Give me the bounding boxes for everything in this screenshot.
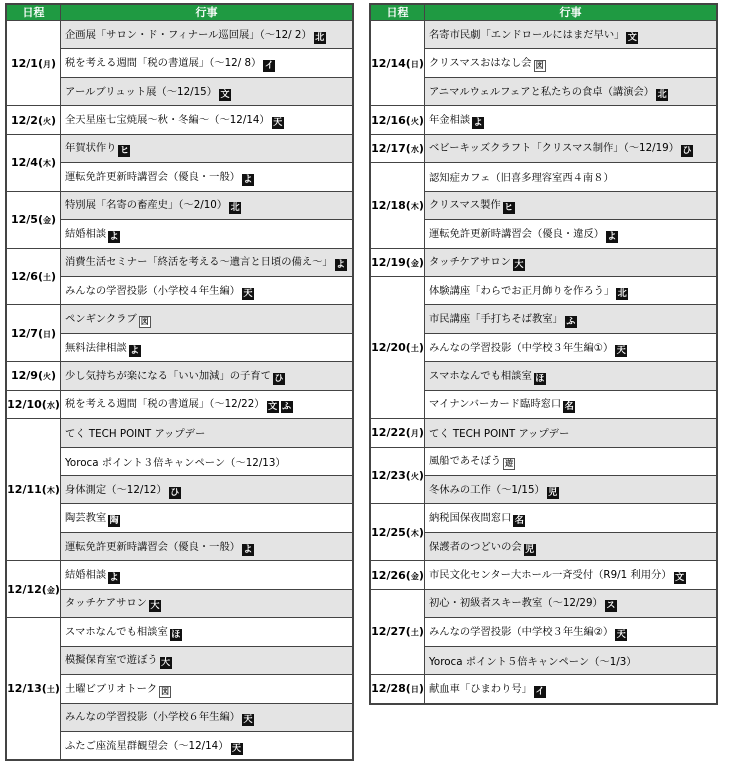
- event-cell: [425, 248, 717, 276]
- event-text: スマホなんでも相談室: [65, 625, 168, 638]
- venue-badge: 大: [150, 601, 160, 612]
- weekday-label: 火: [42, 116, 51, 126]
- venue-badge: 天: [232, 743, 242, 754]
- event-cell: [61, 419, 353, 447]
- event-cell: [425, 21, 717, 49]
- venue-badge: よ: [109, 231, 119, 242]
- event-cell: [425, 49, 717, 77]
- event-cell: [425, 390, 717, 418]
- header-date: 日程: [371, 5, 425, 21]
- weekday-label: 土: [410, 628, 419, 638]
- weekday-label: 土: [46, 685, 55, 695]
- date-label: 12/16: [371, 113, 406, 127]
- event-text: 年賀状作り: [65, 142, 117, 155]
- venue-badge: ひ: [682, 146, 692, 157]
- event-text: 結婚相談: [65, 569, 107, 582]
- venue-badge: よ: [130, 345, 140, 356]
- date-label: 12/18: [371, 198, 406, 212]
- event-cell: [61, 703, 353, 731]
- event-cell: [61, 220, 353, 248]
- event-cell: [425, 476, 717, 504]
- header-date: 日程: [7, 5, 61, 21]
- event-cell: [425, 163, 717, 191]
- venue-badge: よ: [109, 573, 119, 584]
- event-cell: [61, 333, 353, 361]
- event-text: 無料法律相談: [65, 341, 127, 354]
- venue-badge: 天: [243, 715, 253, 726]
- schedule-row: [371, 163, 717, 191]
- date-label: 12/2: [10, 113, 38, 127]
- schedule-row: [7, 248, 353, 276]
- date-cell: 12/26(金): [371, 561, 425, 589]
- venue-badge: 天: [616, 345, 626, 356]
- date-cell: 12/22(月): [371, 419, 425, 447]
- date-label: 12/23: [371, 469, 406, 482]
- schedule-row: [371, 561, 717, 589]
- schedule-row: [371, 106, 717, 134]
- schedule-row: [371, 504, 717, 532]
- event-cell: [61, 49, 353, 77]
- event-text: てく TECH POINT アップデー: [429, 428, 570, 441]
- schedule-row: [371, 134, 717, 162]
- venue-badge: ひ: [274, 373, 284, 384]
- event-text: 保護者のつどいの会: [429, 540, 522, 553]
- event-cell: [425, 333, 717, 361]
- date-cell: 12/11(木): [7, 419, 61, 561]
- date-label: 12/26: [371, 568, 406, 582]
- event-text: 税を考える週間「税の書道展」（～12/22）: [65, 398, 265, 411]
- event-text: 市民講座「手打ちそば教室」: [429, 313, 563, 326]
- schedule-row: [7, 134, 353, 162]
- venue-badge: 図: [140, 317, 149, 327]
- event-cell: [425, 561, 717, 589]
- header-row: [7, 5, 353, 21]
- venue-badge: 北: [315, 32, 325, 43]
- venue-badge: ほ: [535, 373, 545, 384]
- date-label: 12/5: [10, 213, 38, 227]
- schedule-row: [7, 21, 353, 49]
- venue-badge: イ: [264, 61, 274, 72]
- weekday-label: 日: [410, 59, 419, 69]
- schedule-row: [371, 675, 717, 703]
- event-cell: [61, 248, 353, 276]
- event-cell: [61, 390, 353, 418]
- event-text: 特別展「名寄の畜産史」（～2/10）: [65, 199, 228, 212]
- venue-badge: 文: [268, 402, 278, 413]
- weekday-label: 火: [410, 472, 419, 481]
- venue-badge: 文: [220, 89, 230, 100]
- event-cell: [425, 77, 717, 105]
- date-label: 12/12: [7, 582, 42, 596]
- date-cell: 12/9(火): [7, 362, 61, 390]
- venue-badge: 文: [627, 32, 637, 43]
- date-label: 12/25: [371, 525, 406, 539]
- weekday-label: 木: [410, 528, 419, 538]
- schedule-column-left: [5, 3, 354, 761]
- event-cell: [61, 305, 353, 333]
- date-label: 12/17: [371, 141, 406, 155]
- event-cell: [425, 106, 717, 134]
- venue-badge: 児: [548, 487, 558, 498]
- event-text: みんなの学習投影（中学校３年生編①）: [429, 341, 614, 354]
- event-cell: [425, 134, 717, 162]
- event-cell: [61, 675, 353, 703]
- venue-badge: 天: [243, 288, 253, 299]
- weekday-label: 金: [410, 258, 419, 268]
- date-label: 12/9: [10, 369, 38, 383]
- event-text: 市民文化センター大ホール一斉受付（R9/1 利用分）: [429, 569, 672, 582]
- venue-badge: 北: [230, 203, 240, 214]
- date-cell: 12/18(木): [371, 163, 425, 248]
- venue-badge: ヒ: [504, 203, 514, 214]
- venue-badge: 陶: [109, 516, 119, 527]
- date-label: 12/7: [10, 326, 38, 340]
- event-text: 運転免許更新時講習会（優良・違反）: [429, 227, 605, 240]
- venue-badge: よ: [243, 174, 253, 185]
- venue-badge: 北: [657, 89, 667, 100]
- weekday-label: 木: [410, 201, 419, 211]
- schedule-row: [7, 618, 353, 646]
- event-text: 初心・初級者スキー教室（～12/29）: [429, 597, 603, 610]
- event-cell: [61, 21, 353, 49]
- event-cell: [425, 419, 717, 447]
- weekday-label: 水: [410, 144, 419, 154]
- date-cell: 12/25(木): [371, 504, 425, 561]
- event-text: 体験講座「わらでお正月飾りを作ろう」: [429, 284, 615, 297]
- schedule-row: [371, 276, 717, 304]
- schedule-row: [7, 106, 353, 134]
- venue-badge: ほ: [171, 629, 181, 640]
- event-text: 土曜ビブリオトーク: [65, 682, 158, 695]
- event-cell: [61, 589, 353, 617]
- event-text: ベビーキッズクラフト「クリスマス制作」（～12/19）: [429, 142, 680, 155]
- event-cell: [61, 191, 353, 219]
- event-cell: [61, 476, 353, 504]
- weekday-label: 日: [42, 329, 51, 339]
- schedule-row: [371, 21, 717, 49]
- event-text: みんなの学習投影（中学校３年生編②）: [429, 625, 614, 638]
- event-text: 身体測定（～12/12）: [65, 483, 167, 496]
- schedule-row: [7, 191, 353, 219]
- venue-badge: 名: [514, 516, 524, 527]
- event-text: てく TECH POINT アップデー: [65, 428, 206, 441]
- venue-badge: 大: [161, 658, 171, 669]
- schedule-row: [7, 419, 353, 447]
- event-cell: [61, 77, 353, 105]
- date-label: 12/1: [10, 56, 38, 70]
- event-cell: [425, 675, 717, 703]
- event-cell: [61, 362, 353, 390]
- event-cell: [61, 731, 353, 759]
- date-label: 12/6: [10, 269, 38, 283]
- event-cell: [61, 134, 353, 162]
- venue-badge: よ: [607, 231, 617, 242]
- venue-badge: 大: [514, 260, 524, 271]
- schedule-row: [371, 447, 717, 475]
- date-label: 12/22: [371, 426, 406, 440]
- event-cell: [61, 561, 353, 589]
- event-text: 献血車「ひまわり号」: [429, 682, 532, 695]
- date-cell: 12/20(土): [371, 276, 425, 418]
- weekday-label: 日: [410, 685, 419, 695]
- event-cell: [425, 191, 717, 219]
- date-cell: 12/27(土): [371, 589, 425, 674]
- date-cell: 12/6(土): [7, 248, 61, 305]
- weekday-label: 金: [46, 585, 55, 595]
- venue-badge: 天: [616, 629, 626, 640]
- event-text: Yoroca ポイント５倍キャンペーン（～1/3）: [429, 655, 637, 668]
- event-text: タッチケアサロン: [65, 597, 147, 610]
- event-cell: [425, 504, 717, 532]
- venue-badge: 文: [675, 573, 685, 584]
- weekday-label: 土: [410, 344, 419, 354]
- event-text: 名寄市民劇「エンドロールにはまだ早い」: [429, 28, 625, 41]
- weekday-label: 月: [410, 429, 419, 439]
- date-label: 12/20: [371, 341, 406, 355]
- event-text: みんなの学習投影（小学校４年生編）: [65, 284, 241, 297]
- event-text: 年金相談: [429, 114, 471, 127]
- event-cell: [425, 589, 717, 617]
- event-text: アールブリュット展（～12/15）: [65, 85, 217, 98]
- date-cell: 12/4(木): [7, 134, 61, 191]
- event-text: みんなの学習投影（小学校６年生編）: [65, 711, 241, 724]
- header-row: [371, 5, 717, 21]
- event-cell: [425, 276, 717, 304]
- weekday-label: 水: [46, 400, 55, 410]
- weekday-label: 木: [42, 159, 51, 169]
- date-cell: 12/19(金): [371, 248, 425, 276]
- header-event: 行事: [61, 5, 353, 21]
- event-text: 冬休みの工作（～1/15）: [429, 483, 545, 496]
- date-cell: 12/12(金): [7, 561, 61, 618]
- venue-badge: 遊: [505, 459, 514, 469]
- event-cell: [425, 220, 717, 248]
- date-cell: 12/14(日): [371, 21, 425, 106]
- event-cell: [425, 362, 717, 390]
- event-cell: [425, 532, 717, 560]
- weekday-label: 火: [42, 372, 51, 382]
- venue-badge: よ: [336, 260, 346, 271]
- event-text: クリスマス製作: [429, 199, 501, 212]
- event-cell: [425, 305, 717, 333]
- event-text: 運転免許更新時講習会（優良・一般）: [65, 170, 241, 183]
- venue-badge: 児: [525, 544, 535, 555]
- date-label: 12/4: [10, 156, 38, 170]
- event-cell: [61, 532, 353, 560]
- event-cell: [61, 618, 353, 646]
- schedule-row: [371, 419, 717, 447]
- venue-badge: 天: [273, 118, 283, 129]
- date-cell: 12/10(水): [7, 390, 61, 418]
- date-label: 12/14: [371, 56, 406, 70]
- date-label: 12/13: [7, 682, 42, 696]
- event-cell: [61, 276, 353, 304]
- event-text: アニマルウェルフェアと私たちの食卓（講演会）: [429, 85, 655, 98]
- event-text: ふたご座流星群観望会（～12/14）: [65, 739, 229, 752]
- event-cell: [61, 646, 353, 674]
- venue-badge: 図: [535, 61, 544, 71]
- weekday-label: 金: [410, 571, 419, 581]
- date-label: 12/27: [371, 625, 406, 639]
- event-text: ペンギンクラブ: [65, 313, 137, 326]
- event-cell: [425, 646, 717, 674]
- venue-badge: よ: [243, 544, 253, 555]
- date-cell: 12/7(日): [7, 305, 61, 362]
- date-cell: 12/13(土): [7, 618, 61, 760]
- date-cell: 12/5(金): [7, 191, 61, 248]
- venue-badge: ス: [606, 601, 616, 612]
- event-cell: [61, 447, 353, 475]
- event-text: Yoroca ポイント３倍キャンペーン（～12/13）: [65, 456, 286, 469]
- event-cell: [61, 106, 353, 134]
- schedule-table-right: [370, 4, 717, 704]
- event-text: 企画展「サロン・ド・フィナール巡回展」（～12/ 2）: [65, 28, 312, 41]
- weekday-label: 火: [410, 116, 419, 126]
- schedule-table-left: [6, 4, 353, 760]
- weekday-label: 土: [42, 272, 51, 282]
- venue-badge: ひ: [170, 487, 180, 498]
- event-text: 全天星座七宝焼展～秋・冬編～（～12/14）: [65, 114, 270, 127]
- weekday-label: 木: [46, 486, 55, 496]
- schedule-row: [371, 589, 717, 617]
- event-text: 納税国保夜間窓口: [429, 512, 512, 525]
- schedule-row: [7, 362, 353, 390]
- venue-badge: ヒ: [119, 146, 129, 157]
- event-text: マイナンバーカード臨時窓口: [429, 398, 562, 411]
- schedule-row: [371, 248, 717, 276]
- event-text: タッチケアサロン: [429, 256, 511, 269]
- venue-badge: よ: [473, 118, 483, 129]
- weekday-label: 金: [42, 216, 51, 226]
- schedule-row: [7, 561, 353, 589]
- event-text: 少し気持ちが楽になる「いい加減」の子育て: [65, 369, 271, 382]
- schedule-row: [7, 390, 353, 418]
- date-cell: 12/16(火): [371, 106, 425, 134]
- date-cell: 12/23(火): [371, 447, 425, 504]
- event-cell: [425, 447, 717, 475]
- event-text: 消費生活セミナー「終活を考える～遺言と日頃の備え～」: [65, 256, 333, 269]
- schedule-row: [7, 305, 353, 333]
- event-cell: [425, 618, 717, 646]
- venue-badge: 名: [564, 402, 574, 413]
- date-label: 12/28: [371, 682, 406, 696]
- date-label: 12/19: [371, 255, 406, 269]
- date-cell: 12/17(水): [371, 134, 425, 162]
- date-cell: 12/1(月): [7, 21, 61, 106]
- event-text: 結婚相談: [65, 227, 107, 240]
- venue-badge: 北: [617, 288, 627, 299]
- event-cell: [61, 504, 353, 532]
- date-label: 12/10: [7, 397, 42, 411]
- event-text: クリスマスおはなし会: [429, 57, 532, 70]
- event-cell: [61, 163, 353, 191]
- date-cell: 12/28(日): [371, 675, 425, 703]
- event-text: スマホなんでも相談室: [429, 369, 532, 382]
- venue-badge: ふ: [566, 317, 576, 328]
- venue-badge: イ: [535, 686, 545, 697]
- event-text: 認知症カフェ（旧喜多理容室西４南８）: [429, 172, 614, 185]
- date-label: 12/11: [7, 483, 42, 497]
- date-cell: 12/2(火): [7, 106, 61, 134]
- header-event: 行事: [425, 5, 717, 21]
- event-text: 模擬保育室で遊ぼう: [65, 654, 158, 667]
- weekday-label: 月: [42, 59, 51, 69]
- venue-badge: ふ: [282, 402, 292, 413]
- event-text: 風船であそぼう: [429, 455, 502, 468]
- schedule-column-right: [369, 3, 718, 705]
- event-text: 陶芸教室: [65, 512, 107, 525]
- event-text: 税を考える週間「税の書道展」（～12/ 8）: [65, 57, 262, 70]
- venue-badge: 図: [161, 686, 170, 696]
- event-text: 運転免許更新時講習会（優良・一般）: [65, 540, 241, 553]
